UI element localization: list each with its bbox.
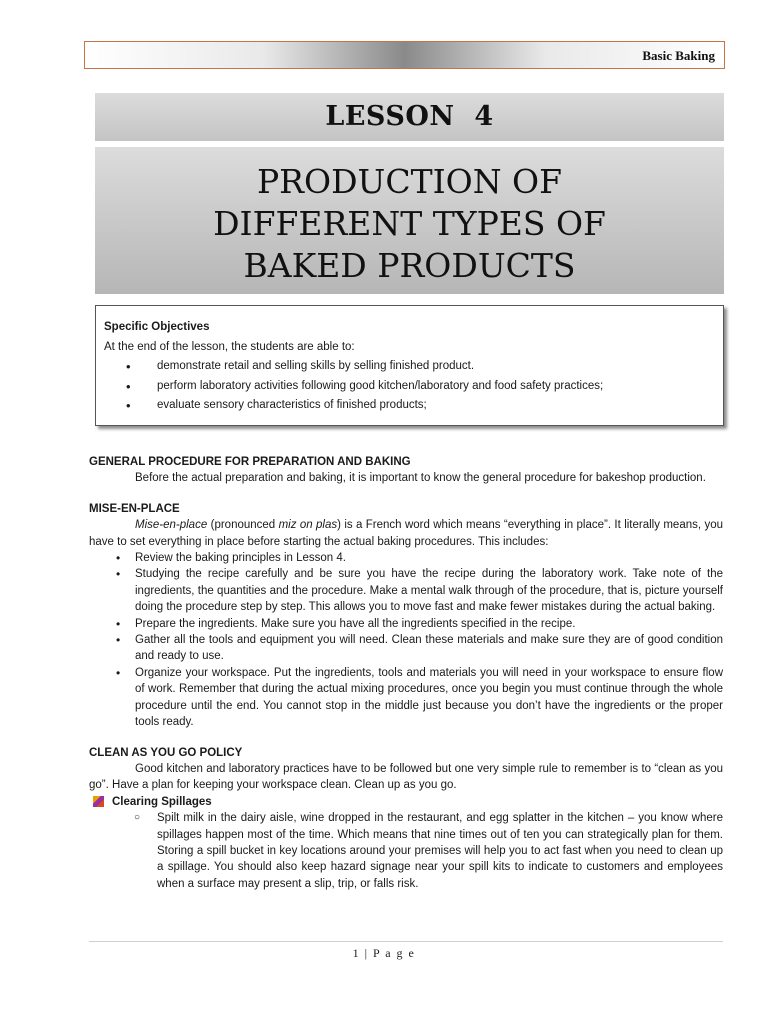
body-content (89, 454, 723, 892)
mise-list (116, 550, 723, 730)
mise-pron-open: (pronounced (207, 519, 279, 532)
objective-item: • perform laboratory activities following good kitchen/laboratory and food safety practices; (126, 377, 723, 397)
general-heading: GENERAL PROCEDURE FOR PREPARATION AND BAKING (89, 456, 411, 468)
objective-item: • demonstrate retail and selling skills by selling finished product. (126, 357, 723, 377)
header-title: Basic Baking (642, 48, 715, 63)
colorful-bullet-icon (93, 796, 104, 807)
mise-text: ) is a French word which means “everything in place”. It literally means, you have to set everything in place before starting the actual baking procedures. This includes: (89, 519, 723, 548)
mise-pronunciation: miz on plas (278, 519, 338, 532)
title-line-3: BAKED PRODUCTS (243, 246, 576, 285)
list-item: • Studying the recipe carefully and be sure you have the recipe during the laboratory work. Take note of the ingredients, the quantities and the procedure. Make a mental walk through of the procedure, that is, picture yourself doing the procedure step by step. This allows you to move fast and make fewer mistakes during the actual baking. (116, 566, 723, 615)
footer-rule (89, 941, 723, 942)
objectives-intro: At the end of the lesson, the students are able to: (104, 340, 355, 353)
list-item: • Gather all the tools and equipment you will need. Clean these materials and make sure they are of good condition and ready to use. (116, 632, 723, 665)
general-text: Before the actual preparation and baking, it is important to know the general procedure for bakeshop production. (135, 472, 706, 485)
lesson-label: LESSON 4 (325, 101, 494, 132)
clearing-spillages-heading (93, 794, 723, 810)
list-item: ○ Spilt milk in the dairy aisle, wine dropped in the restaurant, and egg splatter in the kitchen – you know where spillages happen most of the time. Which means that nine times out of ten you can strategically plan for them. Storing a spill bucket in key locations around your premises will help you to act fast when you need to clean up a spillage. You should also keep hazard signage near your spill kits to indicate to customers and employees when a surface may present a slip, trip, or falls risk. (134, 810, 723, 892)
title-line-2: DIFFERENT TYPES OF (213, 204, 606, 243)
mise-heading: MISE-EN-PLACE (89, 502, 180, 515)
clean-heading: CLEAN AS YOU GO POLICY (89, 746, 243, 759)
title-line-1: PRODUCTION OF (256, 162, 563, 201)
objectives-box (95, 305, 724, 426)
page-number: 1 | P a g e (352, 946, 416, 960)
mise-term: Mise-en-place (135, 519, 208, 532)
clean-text: Good kitchen and laboratory practices have to be followed but one very simple rule to remember is to “clean as you go”. Have a plan for keeping your workspace clean. Clean up as you go. (89, 762, 723, 792)
list-item: • Organize your workspace. Put the ingredients, tools and materials you will need in your workspace to ensure flow of work. Remember that during the actual mixing procedures, once you begin you must continue through the whole procedure until the end. You cannot stop in the middle just because you don’t have the ingredients or the proper tools ready. (116, 665, 723, 731)
objectives-heading: Specific Objectives (104, 321, 210, 333)
objective-item: • evaluate sensory characteristics of finished products; (126, 396, 723, 416)
lesson-band (95, 93, 724, 141)
title-band (95, 147, 724, 294)
page-header (84, 41, 725, 69)
mise-paragraph (89, 517, 723, 550)
list-item: • Prepare the ingredients. Make sure you have all the ingredients specified in the recipe. (116, 616, 723, 632)
spillage-list (134, 810, 723, 892)
list-item: • Review the baking principles in Lesson 4. (116, 550, 723, 566)
sub-heading-label: Clearing Spillages (112, 795, 212, 808)
objectives-list (126, 357, 723, 416)
